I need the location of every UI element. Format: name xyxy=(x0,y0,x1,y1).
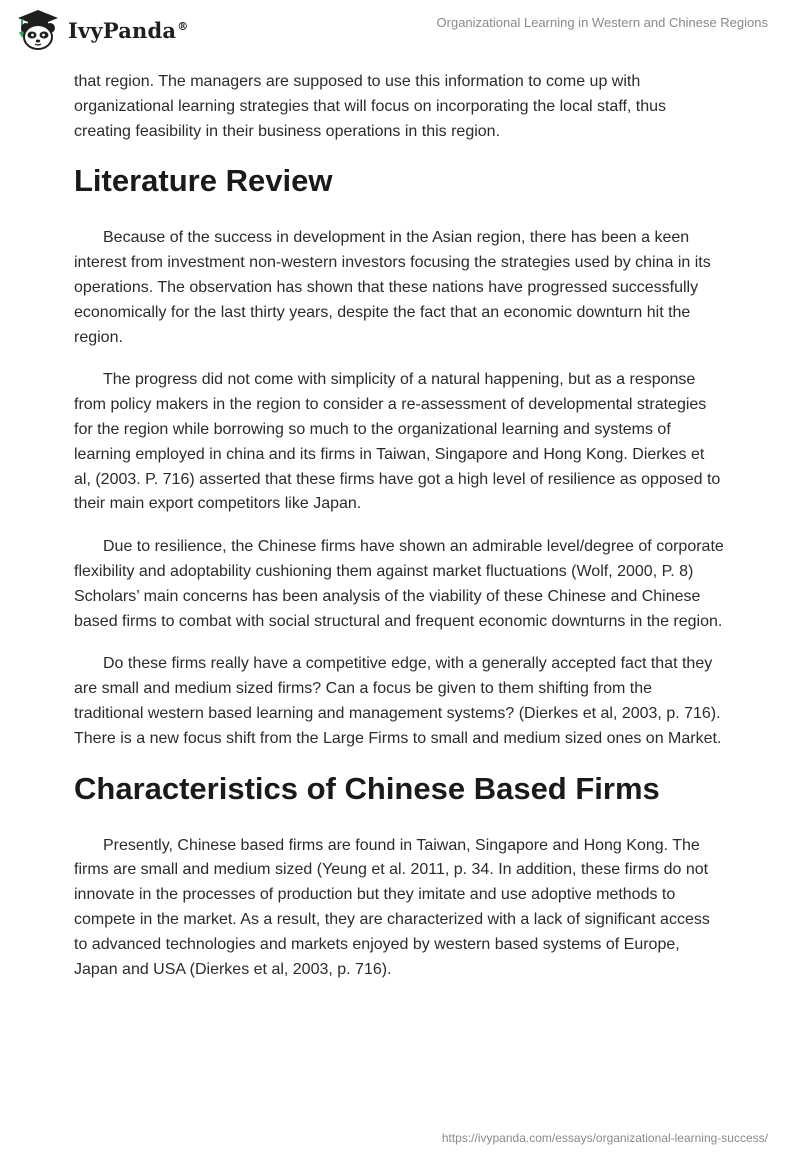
paragraph: Presently, Chinese based firms are found in Taiwan, Singapore and Hong Kong. The firms are small and medium sized (Yeung et al. 2011, p. 34. In addition, these firms do not innovate in the processes of production but they imitate and use adoptive methods to compete in the market. As a result, they are characterized with a lack of significant access to advanced technologies and markets enjoyed by western based systems of Europe, Japan and USA (Dierkes et al, 2003, p. 716). xyxy=(74,836,710,978)
ivypanda-logo[interactable] xyxy=(14,8,188,52)
panda-graduate-icon xyxy=(14,8,62,52)
paragraph: Do these firms really have a competitive edge, with a generally accepted fact that they are small and medium sized firms? Can a focus be given to them shifting from the traditional western based learning and management systems? (Dierkes et al, 2003, p. 716). There is a new focus shift from the Large Firms to small and medium sized ones on Market. xyxy=(74,655,722,747)
paragraph: The progress did not come with simplicity of a natural happening, but as a response from policy makers in the region to consider a re-assessment of developmental strategies for the region while borrowing so much to the organizational learning and systems of learning employed in china and its firms in Taiwan, Singapore and Hong Kong. Dierkes et al, (2003. P. 716) asserted that these firms have got a high level of resilience as opposed to their main export competitors like Japan. xyxy=(74,371,721,513)
section-heading-literature-review: Literature Review xyxy=(74,163,333,199)
page-header xyxy=(0,0,800,60)
footer-url[interactable]: https://ivypanda.com/essays/organizational-learning-success/ xyxy=(441,1131,768,1145)
registered-mark: ® xyxy=(177,19,189,33)
intro-paragraph: that region. The managers are supposed to use this information to come up with organizational learning strategies that will focus on incorporating the local staff, thus creating feasibility in their business operations in this region. xyxy=(74,73,667,140)
paragraph: Because of the success in development in the Asian region, there has been a keen interest from investment non-western investors focusing the strategies used by china in its operations. The observation has shown that these nations have progressed successfully economically for the last thirty years, despite the fact that an economic downturn hit the region. xyxy=(74,229,711,346)
section-heading-characteristics: Characteristics of Chinese Based Firms xyxy=(74,770,660,806)
paragraph: Due to resilience, the Chinese firms have shown an admirable level/degree of corporate flexibility and adoptability cushioning them against market fluctuations (Wolf, 2000, P. 8) Scholars’ main concerns has been analysis of the viability of these Chinese and Chinese based firms to combat with social structural and frequent economic downturns in the region. xyxy=(74,538,724,630)
logo-text: IvyPanda® xyxy=(68,17,189,43)
essay-content xyxy=(74,70,724,1000)
document-title: Organizational Learning in Western and Chinese Regions xyxy=(436,15,768,30)
